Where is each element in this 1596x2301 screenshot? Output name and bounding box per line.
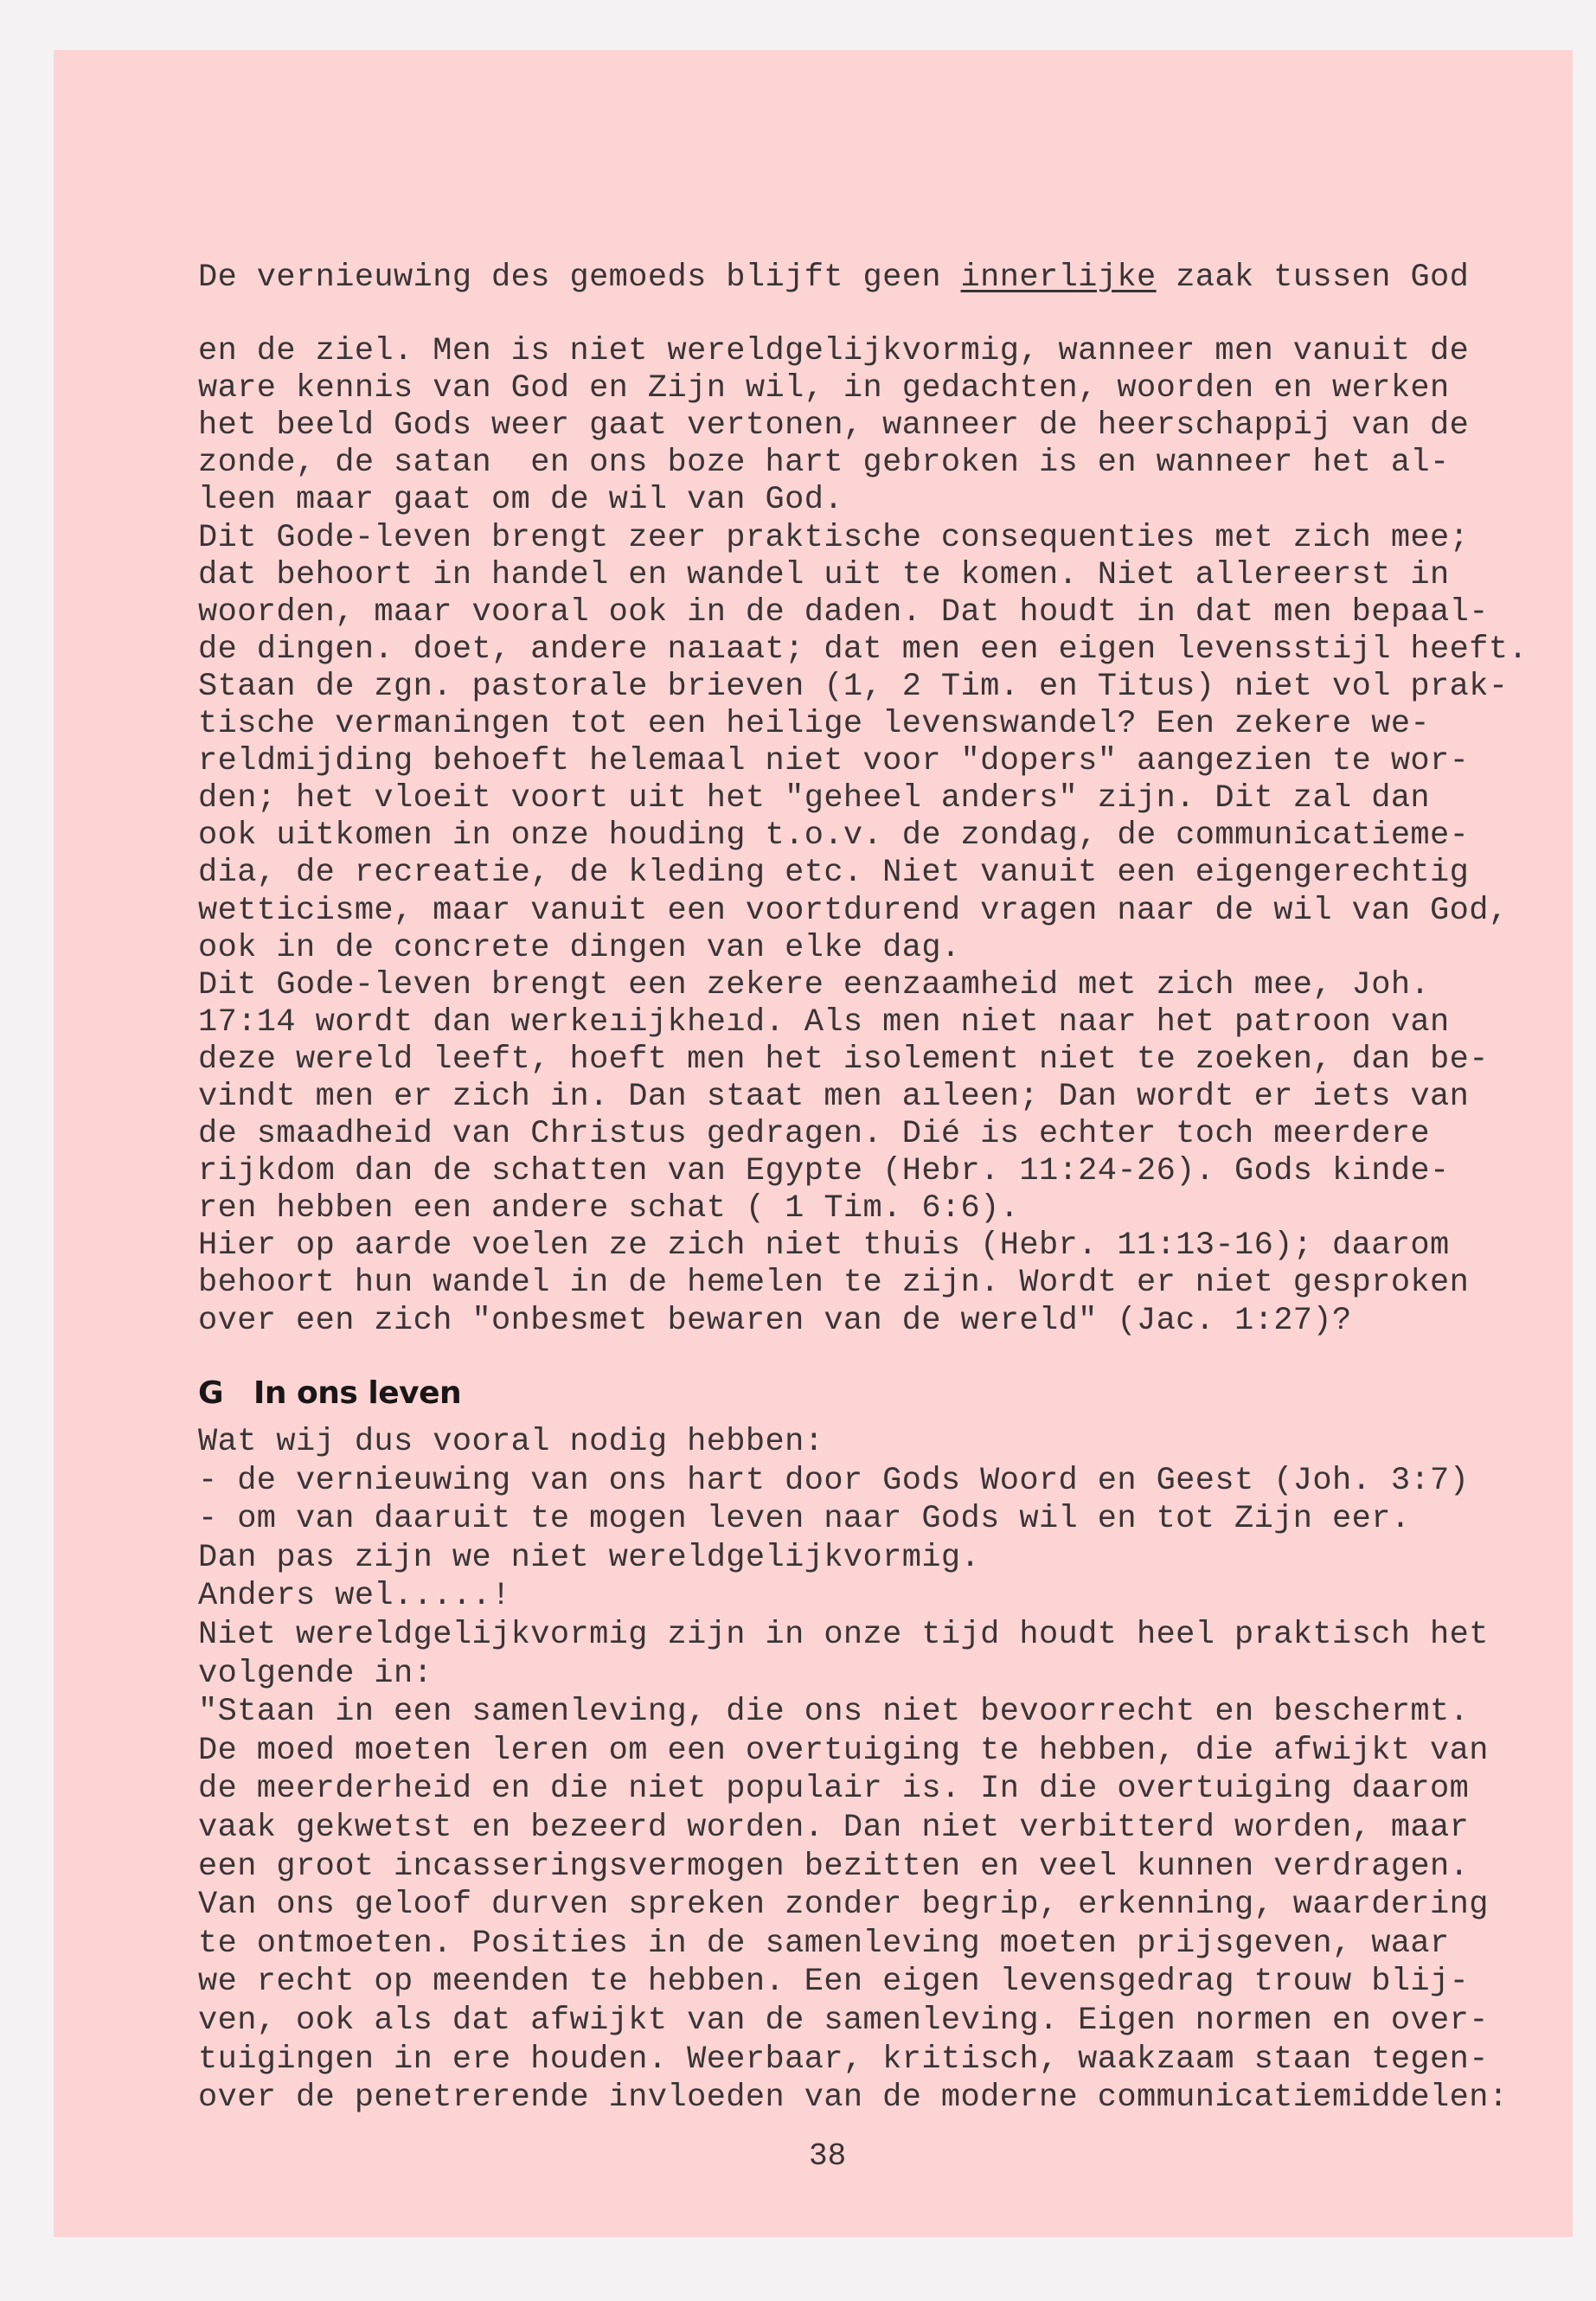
text-line: zonde, de satan en ons boze hart gebroken is en wanneer het al- bbox=[198, 445, 1450, 482]
text-line: ren hebben een andere schat ( 1 Tim. 6:6). bbox=[198, 1190, 1020, 1227]
text-line: tische vermaningen tot een heilige levenswandel? Een zekere we- bbox=[198, 706, 1431, 743]
text-line: Van ons geloof durven spreken zonder begrip, erkenning, waardering bbox=[198, 1887, 1489, 1924]
text-line: de smaadheid van Christus gedragen. Dié is echter toch meerdere bbox=[198, 1116, 1431, 1153]
text-line: volgende in: bbox=[198, 1655, 433, 1692]
text-line: ware kennis van God en Zijn wil, in gedachten, woorden en werken bbox=[198, 370, 1450, 407]
text-line: tuigingen in ere houden. Weerbaar, kritisch, waakzaam staan tegen- bbox=[198, 2041, 1489, 2078]
text-line: vindt men er zich in. Dan staat men aıleen; Dan wordt er iets van bbox=[198, 1078, 1470, 1115]
text-line: behoort hun wandel in de hemelen te zijn. Wordt er niet gesproken bbox=[198, 1265, 1470, 1302]
section-body-1 bbox=[198, 187, 1528, 1340]
page-number: 38 bbox=[809, 2138, 847, 2174]
text-line: het beeld Gods weer gaat vertonen, wanneer de heerschappij van de bbox=[198, 407, 1470, 445]
text-line: Dan pas zijn we niet wereldgelijkvormig. bbox=[198, 1539, 981, 1576]
text-line: - de vernieuwing van ons hart door Gods Woord en Geest (Joh. 3:7) bbox=[198, 1462, 1470, 1499]
text-line: reldmijding behoeft helemaal niet voor "dopers" aangezien te wor- bbox=[198, 743, 1470, 780]
section-letter: G bbox=[198, 1375, 224, 1411]
section-heading bbox=[198, 1375, 461, 1411]
text-line: Anders wel.....! bbox=[198, 1578, 511, 1615]
text-line bbox=[198, 260, 1528, 297]
text-line: ook in de concrete dingen van elke dag. bbox=[198, 929, 961, 966]
text-line: leen maar gaat om de wil van God. bbox=[198, 482, 843, 519]
text-fragment: zaak tussen God bbox=[1156, 260, 1470, 296]
section-body-2 bbox=[198, 1423, 1508, 2118]
text-line: Staan de zgn. pastorale brieven (1, 2 Tim. en Titus) niet vol prak- bbox=[198, 668, 1509, 705]
underlined-word: innerlijke bbox=[960, 260, 1157, 296]
text-line: de dingen. doet, andere naıaat; dat men een eigen levensstijl heeft. bbox=[198, 631, 1529, 668]
text-line: 17:14 wordt dan werkeıijkheıd. Als men niet naar het patroon van bbox=[198, 1003, 1450, 1041]
text-line: Wat wij dus vooral nodig hebben: bbox=[198, 1424, 824, 1460]
text-line: ven, ook als dat afwijkt van de samenleving. Eigen normen en over- bbox=[198, 2002, 1489, 2039]
text-line: ook uitkomen in onze houding t.o.v. de zondag, de communicatieme- bbox=[198, 817, 1470, 855]
text-line: over een zich "onbesmet bewaren van de wereld" (Jac. 1:27)? bbox=[198, 1302, 1352, 1339]
text-line: den; het vloeit voort uit het "geheel anders" zijn. Dit zal dan bbox=[198, 780, 1431, 817]
text-line: Dit Gode-leven brengt zeer praktische consequenties met zich mee; bbox=[198, 519, 1470, 556]
text-line: wetticisme, maar vanuit een voortdurend vragen naar de wil van God, bbox=[198, 892, 1509, 929]
text-line: Niet wereldgelijkvormig zijn in onze tijd houdt heel praktisch het bbox=[198, 1616, 1489, 1653]
text-line: Dit Gode-leven brengt een zekere eenzaamheid met zich mee, Joh. bbox=[198, 966, 1431, 1003]
text-line: een groot incasseringsvermogen bezitten en veel kunnen verdragen. bbox=[198, 1848, 1470, 1885]
text-line: rijkdom dan de schatten van Egypte (Hebr. 11:24-26). Gods kinde- bbox=[198, 1153, 1450, 1190]
section-title: In ons leven bbox=[253, 1375, 462, 1411]
text-line: Hier op aarde voelen ze zich niet thuis (Hebr. 11:13-16); daarom bbox=[198, 1227, 1450, 1265]
text-line: en de ziel. Men is niet wereldgelijkvormig, wanneer men vanuit de bbox=[198, 333, 1470, 370]
text-line: dia, de recreatie, de kleding etc. Niet vanuit een eigengerechtig bbox=[198, 855, 1470, 892]
text-line: de meerderheid en die niet populair is. In die overtuiging daarom bbox=[198, 1771, 1470, 1808]
text-line: vaak gekwetst en bezeerd worden. Dan niet verbitterd worden, maar bbox=[198, 1809, 1470, 1846]
text-line: over de penetrerende invloeden van de moderne communicatiemiddelen: bbox=[198, 2080, 1509, 2117]
text-fragment: De vernieuwing des gemoeds blijft geen bbox=[198, 260, 961, 296]
text-line: - om van daaruit te mogen leven naar Gods wil en tot Zijn eer. bbox=[198, 1501, 1411, 1538]
text-line: "Staan in een samenleving, die ons niet bevoorrecht en beschermt. bbox=[198, 1694, 1470, 1731]
text-line: deze wereld leeft, hoeft men het isolement niet te zoeken, dan be- bbox=[198, 1041, 1489, 1078]
text-line: we recht op meenden te hebben. Een eigen levensgedrag trouw blij- bbox=[198, 1964, 1470, 2001]
text-line: dat behoort in handel en wandel uit te komen. Niet allereerst in bbox=[198, 556, 1450, 593]
text-line: te ontmoeten. Posities in de samenleving moeten prijsgeven, waar bbox=[198, 1925, 1450, 1962]
text-line: woorden, maar vooral ook in de daden. Dat houdt in dat men bepaal- bbox=[198, 593, 1489, 631]
text-line: De moed moeten leren om een overtuiging te hebben, die afwijkt van bbox=[198, 1732, 1489, 1769]
